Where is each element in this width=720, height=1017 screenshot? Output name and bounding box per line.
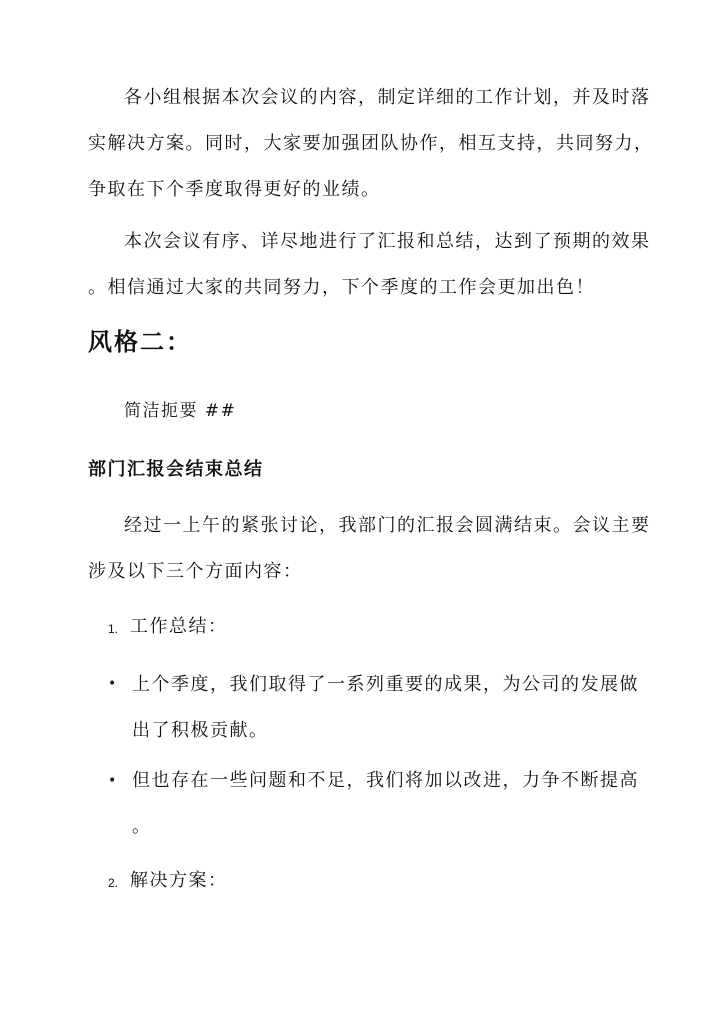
list-number: 1. [108, 622, 119, 636]
bullet-icon: • [108, 676, 117, 692]
paragraph-line: 实解决方案。同时，大家要加强团队协作，相互支持，共同努力， [88, 133, 654, 154]
paragraph-line: 本次会议有序、详尽地进行了汇报和总结，达到了预期的效果 [124, 231, 651, 252]
section-title: 部门汇报会结束总结 [88, 459, 264, 480]
bullet-item [132, 662, 639, 754]
style-heading: 风格二： [88, 327, 192, 356]
paragraph-line: 经过一上午的紧张讨论，我部门的汇报会圆满结束。会议主要 [124, 515, 651, 536]
bullet-line: 出了积极贡献。 [132, 720, 269, 741]
paragraph-line: 。相信通过大家的共同努力，下个季度的工作会更加出色！ [88, 277, 595, 298]
style-subtitle: 简洁扼要 ## [124, 401, 237, 421]
bullet-line: 。 [132, 816, 152, 837]
bullet-item [132, 758, 639, 850]
bullet-line: 但也存在一些问题和不足，我们将加以改进，力争不断提高 [132, 770, 639, 791]
paragraph-line: 争取在下个季度取得更好的业绩。 [88, 179, 381, 200]
paragraph-action-plan [88, 75, 654, 213]
list-number: 2. [108, 876, 119, 890]
paragraph-line: 各小组根据本次会议的内容，制定详细的工作计划，并及时落 [124, 87, 651, 108]
paragraph-conclusion [88, 219, 651, 311]
bullet-icon: • [108, 773, 117, 789]
paragraph-intro [88, 503, 651, 595]
list-item-label: 工作总结： [130, 616, 228, 637]
bullet-line: 上个季度，我们取得了一系列重要的成果，为公司的发展做 [132, 674, 639, 695]
paragraph-line: 涉及以下三个方面内容： [88, 561, 303, 582]
list-item-label: 解决方案： [130, 870, 228, 891]
